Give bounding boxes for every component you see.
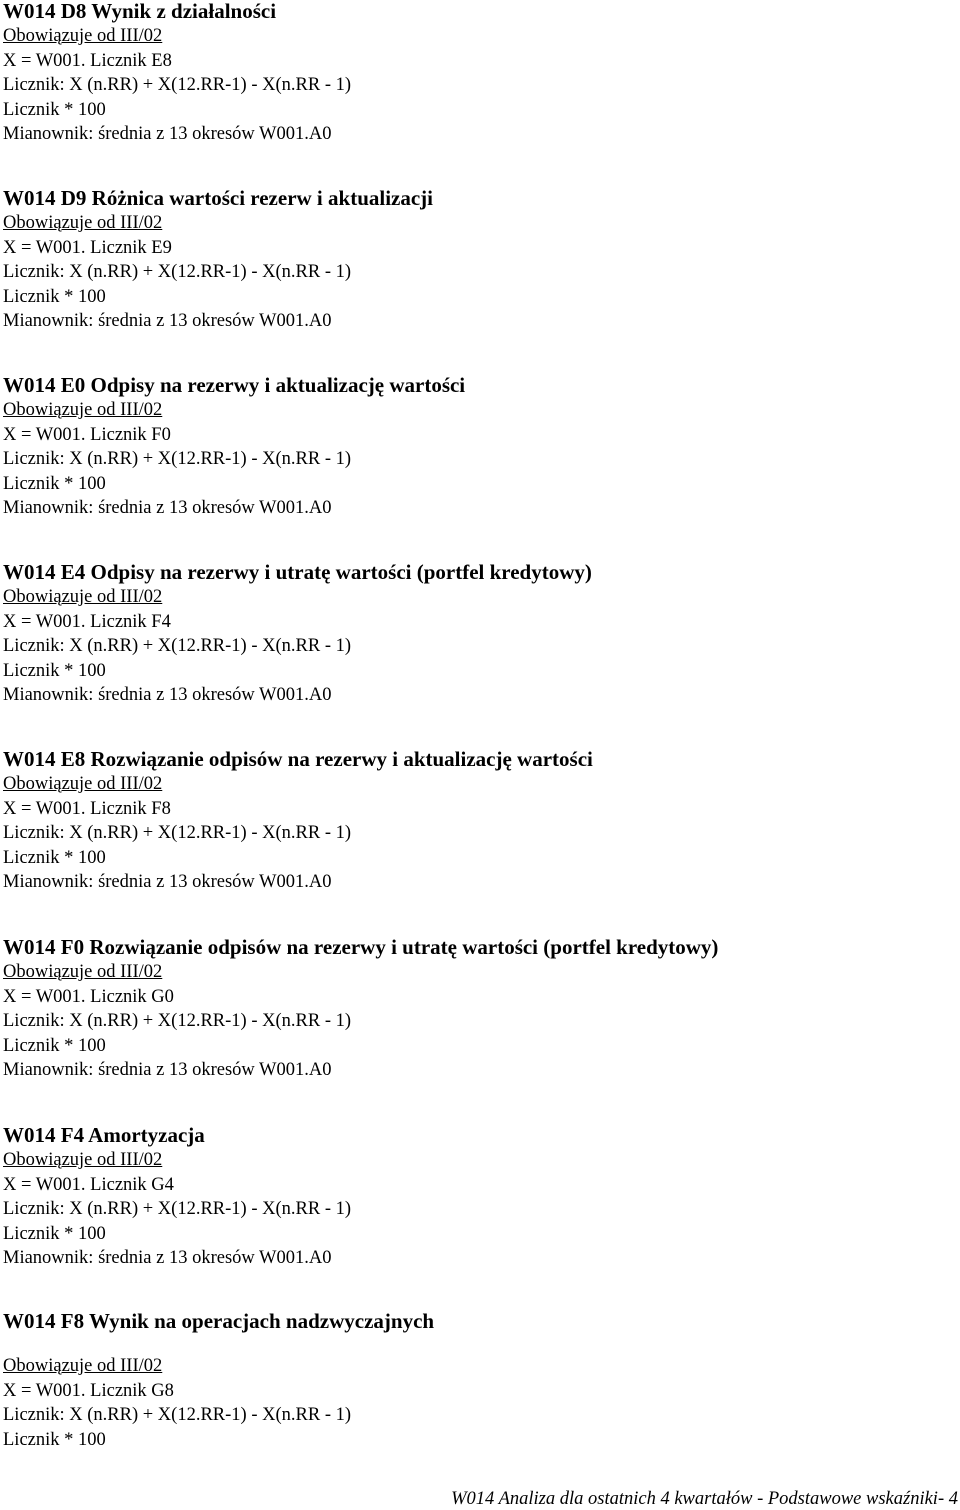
denominator: Mianownik: średnia z 13 okresów W001.A0 — [3, 1248, 332, 1269]
effective-from: Obowiązuje od III/02 — [3, 962, 163, 982]
numerator-formula: Licznik: X (n.RR) + X(12.RR-1) - X(n.RR - 1) — [3, 823, 352, 844]
section-title: W014 D9 Różnica wartości rezerw i aktualizacji — [3, 186, 434, 210]
section-d9 — [3, 185, 953, 334]
numerator-formula: Licznik: X (n.RR) + X(12.RR-1) - X(n.RR - 1) — [3, 1199, 352, 1220]
section-title: W014 F8 Wynik na operacjach nadzwyczajnych — [3, 1309, 435, 1333]
effective-from: Obowiązuje od III/02 — [3, 1356, 163, 1376]
numerator-formula: Licznik: X (n.RR) + X(12.RR-1) - X(n.RR - 1) — [3, 636, 352, 657]
x-definition: X = W001. Licznik F4 — [3, 611, 171, 632]
section-f4 — [3, 1122, 953, 1271]
section-d8 — [3, 0, 953, 147]
numerator-multiplier: Licznik * 100 — [3, 847, 106, 868]
denominator: Mianownik: średnia z 13 okresów W001.A0 — [3, 498, 332, 519]
x-definition: X = W001. Licznik F8 — [3, 798, 171, 819]
effective-from: Obowiązuje od III/02 — [3, 1150, 163, 1170]
x-definition: X = W001. Licznik G0 — [3, 986, 174, 1007]
numerator-formula: Licznik: X (n.RR) + X(12.RR-1) - X(n.RR - 1) — [3, 449, 352, 470]
section-title: W014 F0 Rozwiązanie odpisów na rezerwy i utratę wartości (portfel kredytowy) — [3, 935, 719, 959]
denominator: Mianownik: średnia z 13 okresów W001.A0 — [3, 872, 332, 893]
numerator-formula: Licznik: X (n.RR) + X(12.RR-1) - X(n.RR - 1) — [3, 1011, 352, 1032]
denominator: Mianownik: średnia z 13 okresów W001.A0 — [3, 1060, 332, 1081]
numerator-multiplier: Licznik * 100 — [3, 99, 106, 120]
numerator-multiplier: Licznik * 100 — [3, 1223, 106, 1244]
numerator-formula: Licznik: X (n.RR) + X(12.RR-1) - X(n.RR - 1) — [3, 1405, 352, 1426]
effective-from: Obowiązuje od III/02 — [3, 213, 163, 233]
section-title: W014 E4 Odpisy na rezerwy i utratę wartości (portfel kredytowy) — [3, 560, 592, 584]
numerator-formula: Licznik: X (n.RR) + X(12.RR-1) - X(n.RR - 1) — [3, 262, 352, 283]
numerator-multiplier: Licznik * 100 — [3, 473, 106, 494]
page-footer: W014 Analiza dla ostatnich 4 kwartałów - Podstawowe wskaźniki- 4 — [451, 1489, 958, 1509]
effective-from: Obowiązuje od III/02 — [3, 26, 163, 46]
x-definition: X = W001. Licznik G4 — [3, 1174, 174, 1195]
x-definition: X = W001. Licznik G8 — [3, 1380, 174, 1401]
x-definition: X = W001. Licznik E9 — [3, 237, 172, 258]
denominator: Mianownik: średnia z 13 okresów W001.A0 — [3, 311, 332, 332]
effective-from: Obowiązuje od III/02 — [3, 400, 163, 420]
section-title: W014 F4 Amortyzacja — [3, 1123, 205, 1147]
section-e8 — [3, 746, 953, 895]
section-title: W014 E8 Rozwiązanie odpisów na rezerwy i aktualizację wartości — [3, 747, 593, 771]
denominator: Mianownik: średnia z 13 okresów W001.A0 — [3, 685, 332, 706]
section-title: W014 E0 Odpisy na rezerwy i aktualizację wartości — [3, 373, 466, 397]
section-f8 — [3, 1308, 953, 1452]
denominator: Mianownik: średnia z 13 okresów W001.A0 — [3, 124, 332, 145]
numerator-multiplier: Licznik * 100 — [3, 1429, 106, 1450]
effective-from: Obowiązuje od III/02 — [3, 774, 163, 794]
section-e0 — [3, 372, 953, 521]
effective-from: Obowiązuje od III/02 — [3, 587, 163, 607]
numerator-formula: Licznik: X (n.RR) + X(12.RR-1) - X(n.RR - 1) — [3, 75, 352, 96]
numerator-multiplier: Licznik * 100 — [3, 1035, 106, 1056]
section-title: W014 D8 Wynik z działalności — [3, 0, 277, 23]
numerator-multiplier: Licznik * 100 — [3, 660, 106, 681]
numerator-multiplier: Licznik * 100 — [3, 286, 106, 307]
section-f0 — [3, 934, 953, 1083]
x-definition: X = W001. Licznik F0 — [3, 424, 171, 445]
x-definition: X = W001. Licznik E8 — [3, 50, 172, 71]
section-e4 — [3, 559, 953, 708]
